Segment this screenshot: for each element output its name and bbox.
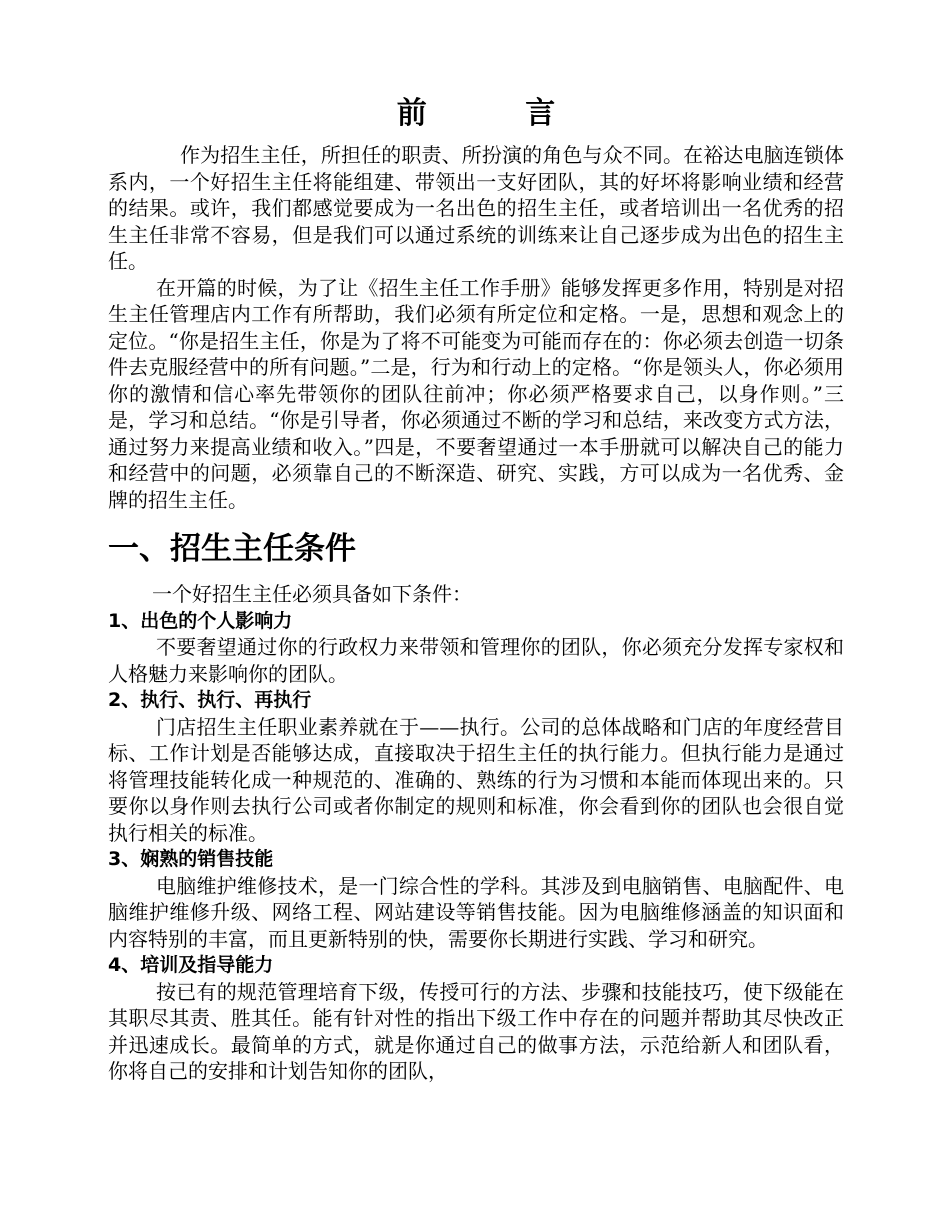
- subsection-heading-3: 3、娴熟的销售技能: [108, 848, 274, 870]
- subsection-text-2: 门店招生主任职业素养就在于——执行。公司的总体战略和门店的年度经营目标、工作计划是否能够达成，直接取决于招生主任的执行能力。但执行能力是通过将管理技能转化成一种规范的、准确的、熟练的行为习惯和本能而体现出来的。只要你以身作则去执行公司或者你制定的规则和标准，你会看到你的团队也会很自觉执行相关的标准。: [108, 714, 844, 845]
- subsection-text-1: 不要奢望通过你的行政权力来带领和管理你的团队，你必须充分发挥专家权和人格魅力来影响你的团队。: [108, 635, 844, 686]
- preface-paragraph-1: 作为招生主任，所担任的职责、所扮演的角色与众不同。在裕达电脑连锁体系内，一个好招生主任将能组建、带领出一支好团队，其的好坏将影响业绩和经营的结果。或许，我们都感觉要成为一名出色的招生主任，或者培训出一名优秀的招生主任非常不容易，但是我们可以通过系统的训练来让自己逐步成为出色的招生主任。: [108, 143, 844, 273]
- page-title: 前 言: [396, 96, 600, 131]
- subsection-text-3: 电脑维护维修技术，是一门综合性的学科。其涉及到电脑销售、电脑配件、电脑维护维修升级、网络工程、网站建设等销售技能。因为电脑维修涵盖的知识面和内容特别的丰富，而且更新特别的快，需要你长期进行实践、学习和研究。: [108, 873, 844, 951]
- section-intro: 一个好招生主任必须具备如下条件：: [152, 582, 472, 606]
- subsection-text-4: 按已有的规范管理培育下级，传授可行的方法、步骤和技能技巧，使下级能在其职尽其责、胜其任。能有针对性的指出下级工作中存在的问题并帮助其尽快改正并迅速成长。最简单的方式，就是你通过自己的做事方法，示范给新人和团队看，你将自己的安排和计划告知你的团队，: [108, 979, 844, 1083]
- subsection-heading-4: 4、培训及指导能力: [108, 954, 274, 976]
- subsection-heading-1: 1、出色的个人影响力: [108, 609, 293, 632]
- section-heading: 一、招生主任条件: [108, 531, 356, 567]
- preface-paragraph-2: 在开篇的时候，为了让《招生主任工作手册》能够发挥更多作用，特别是对招生主任管理店内工作有所帮助，我们必须有所定位和定格。一是，思想和观念上的定位。“你是招生主任，你是为了将不可能变为可能而存在的：你必须去创造一切条件去克服经营中的所有问题。”二是，行为和行动上的定格。“你是领头人，你必须用你的激情和信心率先带领你的团队往前冲；你必须严格要求自己，以身作则。”三是，学习和总结。“你是引导者，你必须通过不断的学习和总结，来改变方式方法，通过努力来提高业绩和收入。”四是，不要奢望通过一本手册就可以解决自己的能力和经营中的问题，必须靠自己的不断深造、研究、实践，方可以成为一名优秀、金牌的招生主任。: [108, 275, 844, 512]
- subsection-heading-2: 2、执行、执行、再执行: [108, 689, 312, 711]
- document-page: [108, 92, 844, 1085]
